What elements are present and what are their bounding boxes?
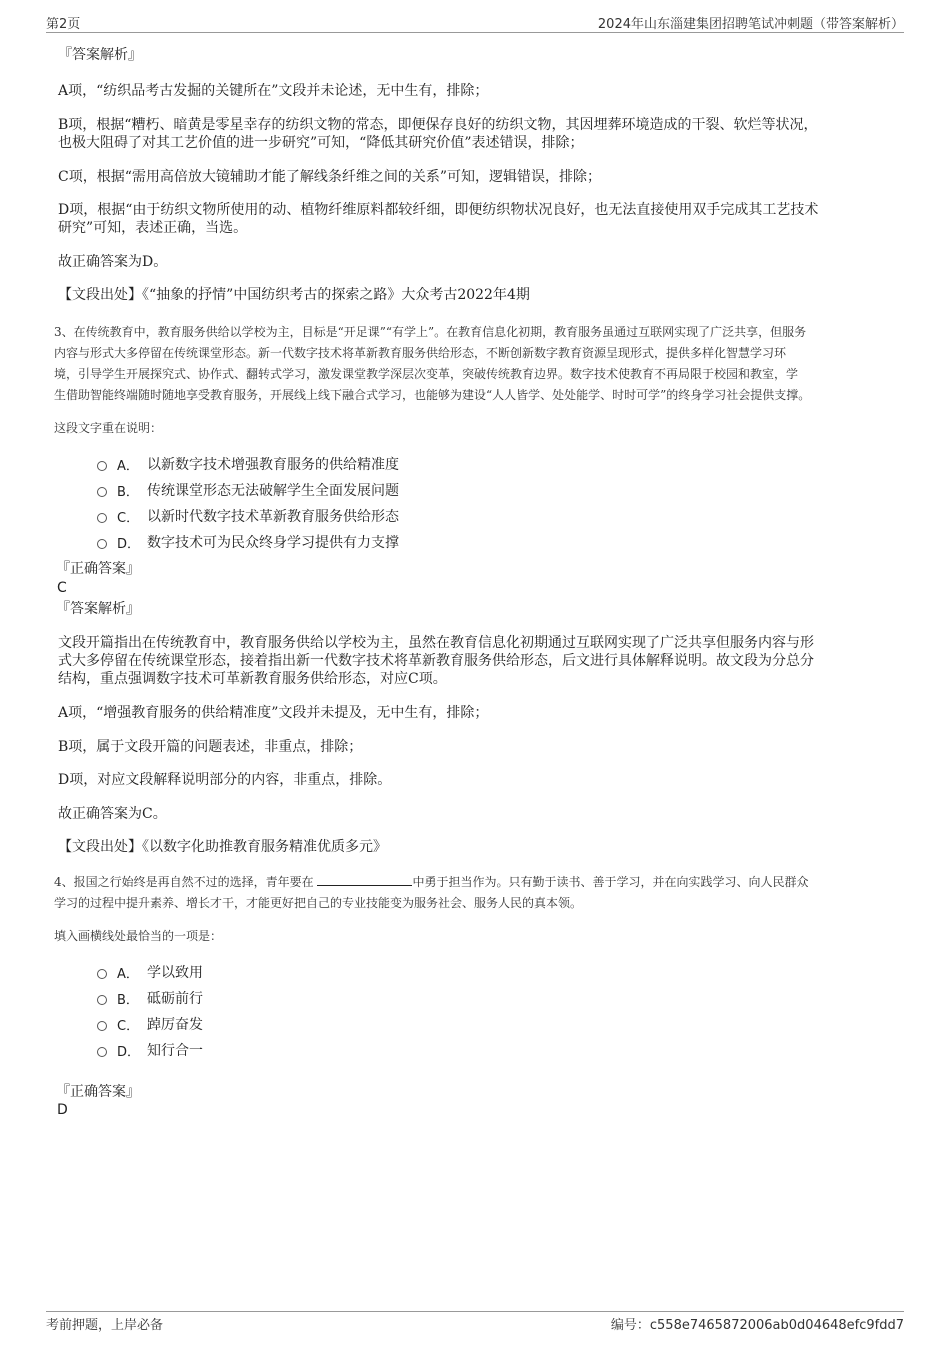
- radio-icon[interactable]: [97, 969, 107, 979]
- option-letter: D．: [117, 1044, 141, 1060]
- q4-answer-value: D: [57, 1102, 68, 1118]
- q3-source: 【文段出处】《以数字化助推教育服务精准优质多元》: [58, 839, 387, 855]
- q3-conclusion: 故正确答案为C。: [58, 806, 167, 822]
- option-text: 以新时代数字技术革新教育服务供给形态: [147, 509, 399, 525]
- radio-icon[interactable]: [97, 1021, 107, 1031]
- option-letter: C．: [117, 510, 140, 526]
- option-text: 学以致用: [147, 965, 203, 981]
- option-text: 知行合一: [147, 1043, 203, 1059]
- q3-analysis-a: A项，“增强教育服务的供给精准度”文段并未提及，无中生有，排除；: [58, 705, 489, 721]
- option-letter: A．: [117, 966, 139, 982]
- page-number: 第2页: [46, 17, 81, 32]
- q4-option-d[interactable]: [97, 1040, 203, 1060]
- q3-answer-heading: 『正确答案』: [56, 561, 140, 577]
- q2-analysis-b-line2: 也极大阻碍了对其工艺价值的进一步研究”可知，“降低其研究价值”表述错误，排除；: [58, 135, 584, 151]
- footer-slogan: 考前押题，上岸必备: [46, 1318, 164, 1333]
- option-letter: C．: [117, 1018, 140, 1034]
- q4-stem-after: 中勇于担当作为。只有勤于读书、善于学习，并在向实践学习、向人民群众: [412, 875, 809, 889]
- q2-source: 【文段出处】《“抽象的抒情”中国纺织考古的探索之路》大众考古2022年4期: [58, 287, 530, 303]
- option-text: 传统课堂形态无法破解学生全面发展问题: [147, 483, 399, 499]
- q3-option-b[interactable]: [97, 480, 399, 500]
- option-text: 踔厉奋发: [147, 1017, 203, 1033]
- footer-code-value: c558e7465872006ab0d04648efc9fdd7: [649, 1318, 904, 1333]
- q3-analysis-line3: 结构，重点强调数字技术可革新教育服务供给形态，对应C项。: [58, 671, 447, 687]
- radio-icon[interactable]: [97, 1047, 107, 1057]
- q2-analysis-c: C项，根据“需用高倍放大镜辅助才能了解线条纤维之间的关系”可知，逻辑错误，排除；: [58, 169, 602, 185]
- option-text: 数字技术可为民众终身学习提供有力支撑: [147, 535, 399, 551]
- fill-in-blank: [317, 873, 412, 886]
- q4-stem-line1: [54, 872, 808, 893]
- q4-option-b[interactable]: [97, 988, 203, 1008]
- option-letter: A．: [117, 458, 139, 474]
- radio-icon[interactable]: [97, 513, 107, 523]
- q2-analysis-b-line1: B项，根据“糟朽、暗黄是零星幸存的纺织文物的常态，即便保存良好的纺织文物，其因埋葬环境造成的干裂、软烂等状况，: [58, 117, 818, 133]
- option-letter: B．: [117, 484, 139, 500]
- footer-divider: [46, 1311, 904, 1312]
- q4-option-c[interactable]: [97, 1014, 203, 1034]
- radio-icon[interactable]: [97, 461, 107, 471]
- q3-stem-line2: 内容与形式大多停留在传统课堂形态。新一代数字技术将革新教育服务供给形态，不断创新数字教育资源呈现形式，提供多样化智慧学习环: [54, 346, 787, 360]
- q3-stem-line3: 境，引导学生开展探究式、协作式、翻转式学习，激发课堂教学深层次变革，突破传统教育边界。数字技术使教育不再局限于校园和教室，学: [54, 367, 799, 381]
- q3-analysis-d: D项，对应文段解释说明部分的内容，非重点，排除。: [58, 772, 392, 788]
- option-text: 以新数字技术增强教育服务的供给精准度: [147, 457, 399, 473]
- q4-prompt: 填入画横线处最恰当的一项是：: [54, 929, 223, 943]
- option-letter: B．: [117, 992, 139, 1008]
- q4-option-a[interactable]: [97, 962, 203, 982]
- q4-answer-heading: 『正确答案』: [56, 1084, 140, 1100]
- q4-stem-before: 4、报国之行始终是再自然不过的选择，青年要在: [54, 875, 318, 889]
- radio-icon[interactable]: [97, 995, 107, 1005]
- option-text: 砥砺前行: [147, 991, 203, 1007]
- q3-prompt: 这段文字重在说明：: [54, 421, 163, 435]
- footer-code: [611, 1314, 904, 1333]
- q2-analysis-d-line1: D项，根据“由于纺织文物所使用的动、植物纤维原料都较纤细，即便纺织物状况良好，也无法直接使用双手完成其工艺技术: [58, 202, 819, 218]
- radio-icon[interactable]: [97, 487, 107, 497]
- q3-answer-value: C: [57, 580, 67, 596]
- q3-option-d[interactable]: [97, 532, 399, 552]
- q3-analysis-line2: 式大多停留在传统课堂形态，接着指出新一代数字技术将革新教育服务供给形态，后文进行具体解释说明。故文段为分总分: [58, 653, 814, 669]
- footer-code-label: 编号：: [610, 1318, 650, 1333]
- radio-icon[interactable]: [97, 539, 107, 549]
- q2-analysis-heading: 『答案解析』: [58, 47, 142, 63]
- q2-analysis-a: A项，“纺织品考古发掘的关键所在”文段并未论述，无中生有，排除；: [58, 83, 489, 99]
- q4-stem-line2: 学习的过程中提升素养、增长才干，才能更好把自己的专业技能变为服务社会、服务人民的真本领。: [54, 896, 583, 910]
- q3-option-c[interactable]: [97, 506, 399, 526]
- q2-conclusion: 故正确答案为D。: [58, 254, 168, 270]
- q2-analysis-d-line2: 研究”可知，表述正确，当选。: [58, 220, 248, 236]
- document-title: 2024年山东淄建集团招聘笔试冲刺题（带答案解析）: [597, 17, 904, 32]
- q3-analysis-line1: 文段开篇指出在传统教育中，教育服务供给以学校为主，虽然在教育信息化初期通过互联网实现了广泛共享但服务内容与形: [58, 635, 814, 651]
- q3-stem-line1: 3、在传统教育中，教育服务供给以学校为主，目标是“开足课”“有学上”。在教育信息化初期，教育服务虽通过互联网实现了广泛共享，但服务: [54, 325, 807, 339]
- q3-analysis-b: B项，属于文段开篇的问题表述，非重点，排除；: [58, 739, 363, 755]
- option-letter: D．: [117, 536, 141, 552]
- q3-option-a[interactable]: [97, 454, 399, 474]
- q3-stem-line4: 生借助智能终端随时随地享受教育服务，开展线上线下融合式学习，也能够为建设“人人皆学、处处能学、时时可学”的终身学习社会提供支撑。: [54, 388, 811, 402]
- header-divider: [46, 32, 904, 33]
- q3-analysis-heading: 『答案解析』: [56, 601, 140, 617]
